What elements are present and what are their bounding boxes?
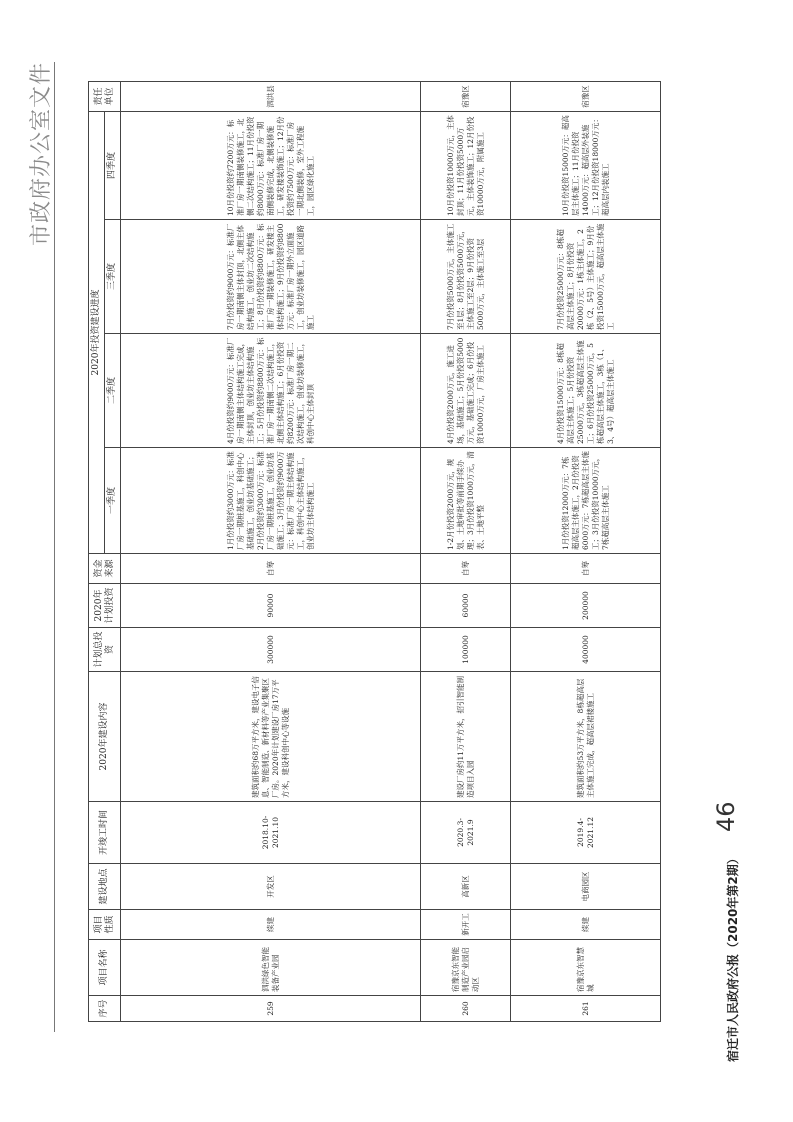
col-progress-group: 2020年投资建设进度 <box>89 111 105 553</box>
col-period: 开竣工时间 <box>89 802 121 864</box>
col-q4: 四季度 <box>105 111 121 219</box>
cell-plan: 200000 <box>511 584 661 628</box>
cell-seq: 261 <box>511 996 661 1022</box>
cell-plan: 90000 <box>121 584 421 628</box>
col-location: 建设地点 <box>89 864 121 910</box>
investment-table <box>88 81 661 1022</box>
cell-content: 建筑面积约68万平方米，建设电子信息、智能制造、新材料等产业集聚区厂房。2020年计划建设厂房17万平方米，建设科创中心等设施 <box>121 672 421 802</box>
col-name: 项目名称 <box>89 940 121 996</box>
cell-content: 建筑面积约53万平方米，8栋超高层主体施工完成，超高层裙楼施工 <box>511 672 661 802</box>
cell-source: 自筹 <box>421 554 511 584</box>
cell-total: 100000 <box>421 628 511 672</box>
cell-plan: 60000 <box>421 584 511 628</box>
table-row <box>421 81 511 1021</box>
col-seq: 序号 <box>89 996 121 1022</box>
cell-owner: 宿豫区 <box>421 81 511 111</box>
cell-period: 2019.4-2021.12 <box>511 802 661 864</box>
cell-q4: 10月份投资15000万元：超高层主体施工；11月份投资14000万元：超高层外装施工；12月份投资18000万元：超高层内装施工 <box>511 111 661 219</box>
header-rule <box>54 62 55 1032</box>
cell-q3: 7月份投资5000万元，主体施工至1层；8月份投资5000万元，主体施工至2层；9月份投资5000万元，主体施工至3层 <box>421 220 511 334</box>
table-row <box>511 81 661 1021</box>
cell-q4: 10月份投资10000万元，主体封顶；11月份投资5000万元，主体装饰施工；12月份投资10000万元，附属施工 <box>421 111 511 219</box>
cell-content: 建设厂房约11万平方米，招引智能制造项目入园 <box>421 672 511 802</box>
col-content: 2020年建设内容 <box>89 672 121 802</box>
cell-seq: 260 <box>421 996 511 1022</box>
cell-period: 2020.3-2021.9 <box>421 802 511 864</box>
col-source: 资金来源 <box>89 554 121 584</box>
col-q3: 三季度 <box>105 220 121 334</box>
cell-source: 自筹 <box>511 554 661 584</box>
page-number: 46 <box>712 801 740 832</box>
publication-name: 宿迁市人民政府公报（2020年第2期） <box>726 852 740 1062</box>
cell-nature: 新开工 <box>421 910 511 940</box>
cell-q1: 1-2月份投资2000万元，规划、土地审批等前期手续办理；3月份投资1000万元，清表、土地平整 <box>421 448 511 554</box>
col-q1: 一季度 <box>105 448 121 554</box>
col-total: 计划总投资 <box>89 628 121 672</box>
col-owner: 责任单位 <box>89 81 121 111</box>
cell-owner: 泗洪县 <box>121 81 421 111</box>
cell-location: 高新区 <box>421 864 511 910</box>
cell-name: 泗洪绿色智能装备产业园 <box>121 940 421 996</box>
cell-q2: 4月份投资15000万元：8栋超高层主体施工；5月份投资25000万元，3栋超高层主体施工；6月份投资25000万元，5栋超高层主体施工，3栋（1、3、4号）超高层主体施工 <box>511 334 661 448</box>
header-row <box>89 81 105 1021</box>
cell-seq: 259 <box>121 996 421 1022</box>
cell-total: 300000 <box>121 628 421 672</box>
header-title: 市政府办公室文件 <box>29 62 54 247</box>
cell-q1: 1月份投资12000万元：7栋超高层主体施工，2月份投资6000万元：7栋超高层主体施工；3月份投资10000万元，7栋超高层主体施工 <box>511 448 661 554</box>
cell-name: 宿豫京东智能制造产业园启动区 <box>421 940 511 996</box>
col-q2: 二季度 <box>105 334 121 448</box>
cell-nature: 续建 <box>511 910 661 940</box>
cell-source: 自筹 <box>121 554 421 584</box>
page-header <box>8 62 58 1062</box>
col-plan: 2020年计划投资 <box>89 584 121 628</box>
cell-owner: 宿豫区 <box>511 81 661 111</box>
cell-q4: 10月份投资约7200万元：标准厂房一期南侧装修施工，北侧二次结构施工；11月份投资约8000万元：标准厂房一期南侧装修完成，北侧装修施工，研发楼装饰施工；12月份投资约7500万元：标准厂房一期北侧装修，室外工程施工，园区绿化施工 <box>121 111 421 219</box>
cell-q1: 1月份投资约3000万元：标准厂房一期桩基施工，科创中心基础施工，创业坊基础施工；2月份投资约3000万元：标准厂房一期桩基施工，创业坊基础施工；3月份投资约9000万元：标准厂房一期主体结构施工，科创中心主体结构施工，创业坊主体结构施工 <box>121 448 421 554</box>
cell-q2: 4月份投资2000万元，施工进场，基础施工；5月份投资5000万元，基础施工完成；6月份投资10000万元，厂房主体施工 <box>421 334 511 448</box>
cell-q3: 7月份投资约9000万元：标准厂房一期南侧主体封顶，北侧主体结构施工，创业坊二次结构施工；8月份投资约8800万元：标准厂房一期装修施工，研发楼主体结构施工；9月份投资约8800万元：标准厂房一期外立面施工，创业坊装修施工，园区道路施工 <box>121 220 421 334</box>
cell-total: 400000 <box>511 628 661 672</box>
table-row <box>121 81 421 1021</box>
cell-nature: 续建 <box>121 910 421 940</box>
cell-q3: 7月份投资25000万元：8栋超高层主体施工；8月份投资20000万元：1栋主体施工，2栋（2、5号）主体施工；9月份投资15000万元，超高层主体施工 <box>511 220 661 334</box>
col-nature: 项目性质 <box>89 910 121 940</box>
cell-q2: 4月份投资约9000万元：标准厂房一期南侧主体结构施工完成，主体封顶，创业坊主体结构施工；5月份投资约8800万元：标准厂房一期南侧二次结构施工，北侧主体结构施工；6月份投资约8200万元：标准厂房一期二次结构施工，创业坊装修施工，科创中心主体封顶 <box>121 334 421 448</box>
page-footer <box>712 62 752 1062</box>
cell-location: 开发区 <box>121 864 421 910</box>
cell-period: 2018.10-2021.10 <box>121 802 421 864</box>
cell-name: 宿豫京东智慧城 <box>511 940 661 996</box>
cell-location: 电商园区 <box>511 864 661 910</box>
